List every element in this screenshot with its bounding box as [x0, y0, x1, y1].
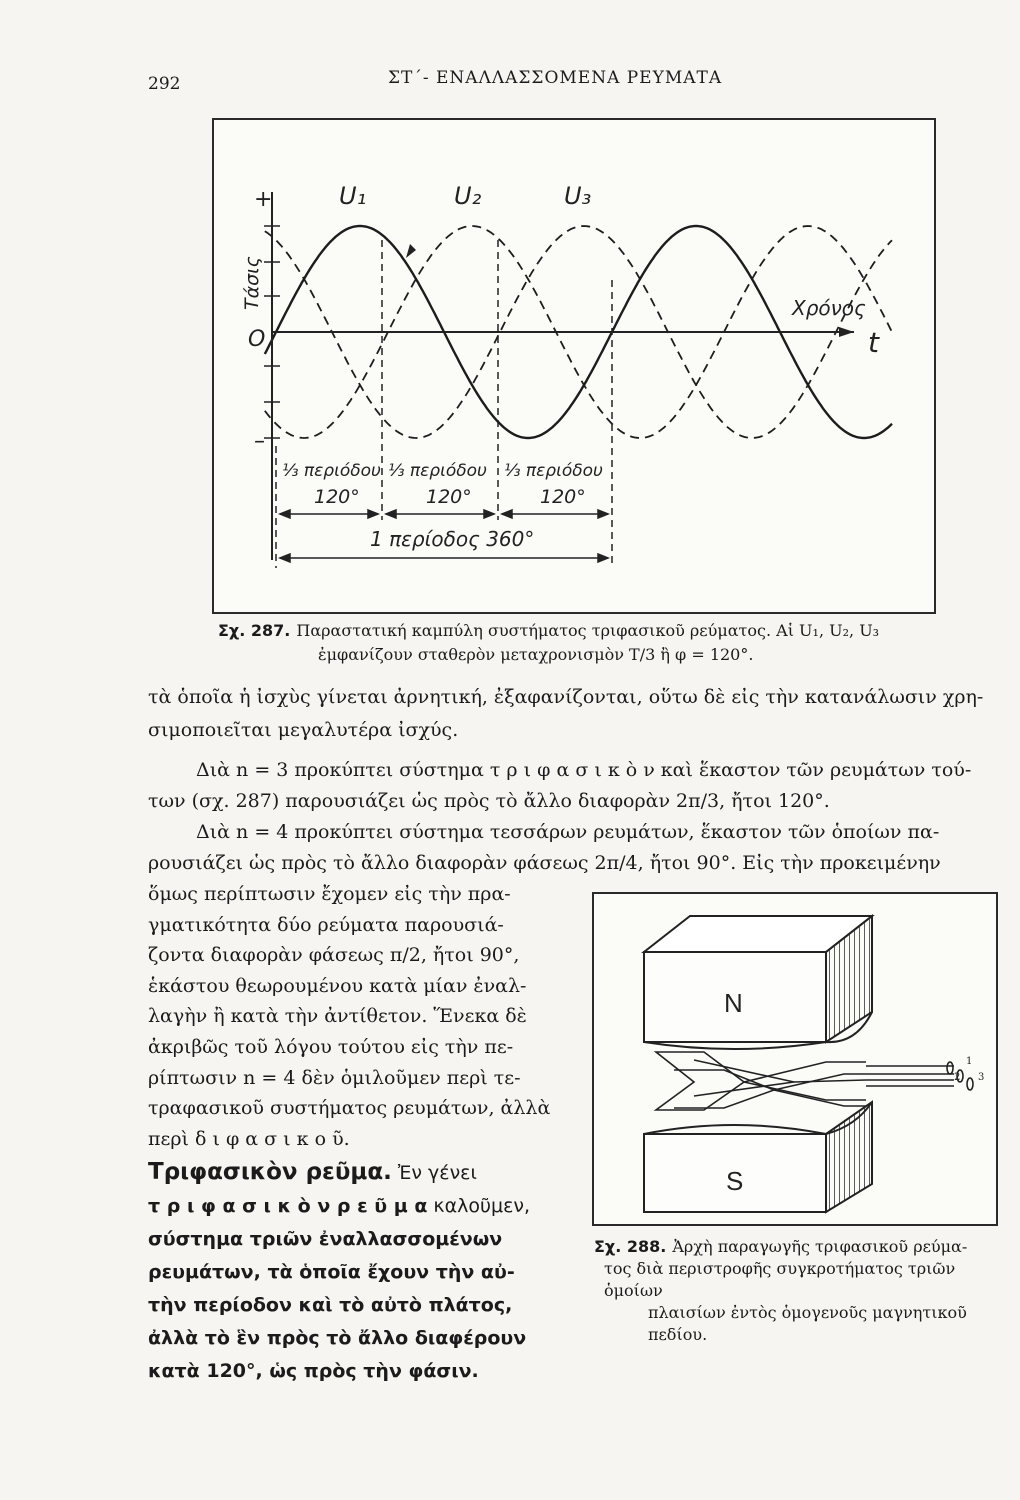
u1-label: U₁: [339, 182, 367, 210]
coil-label-3: 3: [978, 1072, 985, 1083]
minus-label: –: [254, 429, 265, 454]
body-line-3: Διὰ n = 3 προκύπτει σύστημα τ ρ ι φ α σ ι κ ὸ ν καὶ ἕκαστον τῶν ρευμάτων τού-: [196, 759, 972, 781]
third-dimension-arrows: [280, 510, 608, 518]
north-pole-block: [644, 916, 872, 1049]
time-label: Χρόνος: [792, 296, 866, 320]
column-line: ὅμως περίπτωσιν ἔχομεν εἰς τὴν πρα-: [148, 883, 511, 905]
column-line: ἀκριβῶς τοῦ λόγου τούτου εἰς τὴν πε-: [148, 1035, 514, 1058]
figure-287-number: Σχ. 287.: [218, 621, 291, 640]
t-label: t: [868, 326, 879, 359]
figure-288-svg: [594, 894, 996, 1224]
figure-288-caption-line1: Ἀρχὴ παραγωγῆς τριφασικοῦ ρεύμα-: [672, 1237, 968, 1256]
figure-287-caption-line1: Παραστατική καμπύλη συστήματος τριφασικοῦ ρεύματος. Αἱ U₁, U₂, U₃: [296, 621, 880, 640]
coil-label-2: 2: [954, 1072, 961, 1083]
south-pole-block: [644, 1102, 872, 1212]
figure-288-caption-line3: πλαισίων ἐντὸς ὁμογενοῦς μαγνητικοῦ πεδίου.: [648, 1303, 967, 1344]
column-line: ρίπτωσιν n = 4 δὲν ὁμιλοῦμεν περὶ τε-: [148, 1066, 521, 1089]
degree-label-3: 120°: [540, 486, 586, 508]
section-line: ρευμάτων, τὰ ὁποῖα ἔχουν τὴν αὐ-: [148, 1261, 515, 1283]
section-line: κατὰ 120°, ὡς πρὸς τὴν φάσιν.: [148, 1360, 479, 1382]
body-line-5: Διὰ n = 4 προκύπτει σύστημα τεσσάρων ρευμάτων, ἕκαστον τῶν ὁποίων πα-: [196, 821, 940, 843]
column-line: ἑκάστου θεωρουμένου κατὰ μίαν ἐναλ-: [148, 974, 527, 997]
period-dimension-arrow: [280, 554, 608, 562]
section-term: τ ρ ι φ α σ ι κ ὸ ν ρ ε ῦ μ α: [148, 1195, 428, 1217]
body-line-6: ρουσιάζει ὡς πρὸς τὸ ἄλλο διαφορὰν φάσεως 2π/4, ἤτοι 90°. Εἰς τὴν προκειμένην: [148, 852, 941, 874]
section-line1-rest: Ἐν γένει: [391, 1162, 477, 1184]
u3-label: U₃: [564, 182, 592, 210]
lead-wires: [866, 1066, 954, 1086]
south-label: S: [726, 1166, 744, 1196]
degree-label-2: 120°: [426, 486, 472, 508]
degree-label-1: 120°: [314, 486, 360, 508]
section-three-phase-current: [148, 1156, 530, 1388]
figure-288-magnet-diagram: [592, 892, 998, 1226]
figure-287-caption-line2: ἐμφανίζουν σταθερὸν μεταχρονισμὸν T/3 ἢ φ = 120°.: [318, 645, 754, 664]
figure-287-three-phase-chart: [212, 118, 936, 614]
figure-287-svg: [214, 120, 934, 612]
marker-arrow: [406, 244, 416, 258]
figure-288-number: Σχ. 288.: [594, 1237, 667, 1256]
section-heading: Τριφασικὸν ρεῦμα.: [148, 1159, 392, 1185]
narrow-column-text: [148, 879, 550, 1154]
coil-assembly: [656, 1052, 866, 1110]
period-label: 1 περίοδος 360°: [370, 527, 535, 551]
figure-287-caption: [218, 620, 938, 642]
column-line: τραφασικοῦ συστήματος ρευμάτων, ἀλλὰ: [148, 1097, 551, 1120]
figure-288-caption-line2: τος διὰ περιστροφῆς συγκροτήματος τριῶν ὁμοίων: [604, 1259, 956, 1300]
figure-288-caption: [594, 1236, 1014, 1346]
voltage-label: Τάσις: [241, 256, 263, 310]
section-line: τὴν περίοδον καὶ τὸ αὐτὸ πλάτος,: [148, 1294, 513, 1316]
plus-label: +: [254, 187, 273, 212]
section-line: ἀλλὰ τὸ ἓν πρὸς τὸ ἄλλο διαφέρουν: [148, 1327, 527, 1349]
section-line: σύστημα τριῶν ἐναλλασσομένων: [148, 1228, 503, 1250]
body-line-4: των (σχ. 287) παρουσιάζει ὡς πρὸς τὸ ἄλλο διαφορὰν 2π/3, ἤτοι 120°.: [148, 790, 830, 812]
body-line-2: σιμοποιεῖται μεγαλυτέρα ἰσχύς.: [148, 719, 459, 741]
third-period-label-3: ⅓ περιόδου: [504, 461, 603, 481]
column-line: ζοντα διαφορὰν φάσεως π/2, ἤτοι 90°,: [148, 944, 520, 967]
coil-label-1: 1: [966, 1056, 973, 1067]
origin-label: O: [248, 327, 266, 352]
page-number: 292: [148, 74, 181, 94]
column-line: λαγὴν ἢ κατὰ τὴν ἀντίθετον. Ἕνεκα δὲ: [148, 1005, 527, 1028]
north-label: N: [724, 988, 743, 1018]
x-axis-arrow: [839, 327, 854, 337]
column-line: γματικότητα δύο ρεύματα παρουσιά-: [148, 913, 504, 936]
section-line2-rest: καλοῦμεν,: [427, 1195, 531, 1217]
u2-label: U₂: [454, 182, 482, 210]
third-period-label-2: ⅓ περιόδου: [388, 461, 487, 481]
third-period-label-1: ⅓ περιόδου: [282, 461, 381, 481]
body-line-1: τὰ ὁποῖα ἡ ἰσχὺς γίνεται ἀρνητική, ἐξαφανίζονται, οὕτω δὲ εἰς τὴν κατανάλωσιν χρη-: [148, 686, 984, 708]
column-line: περὶ δ ι φ α σ ι κ ο ῦ.: [148, 1127, 350, 1150]
running-head: ΣΤ΄- ΕΝΑΛΛΑΣΣΟΜΕΝΑ ΡΕΥΜΑΤΑ: [388, 68, 723, 88]
